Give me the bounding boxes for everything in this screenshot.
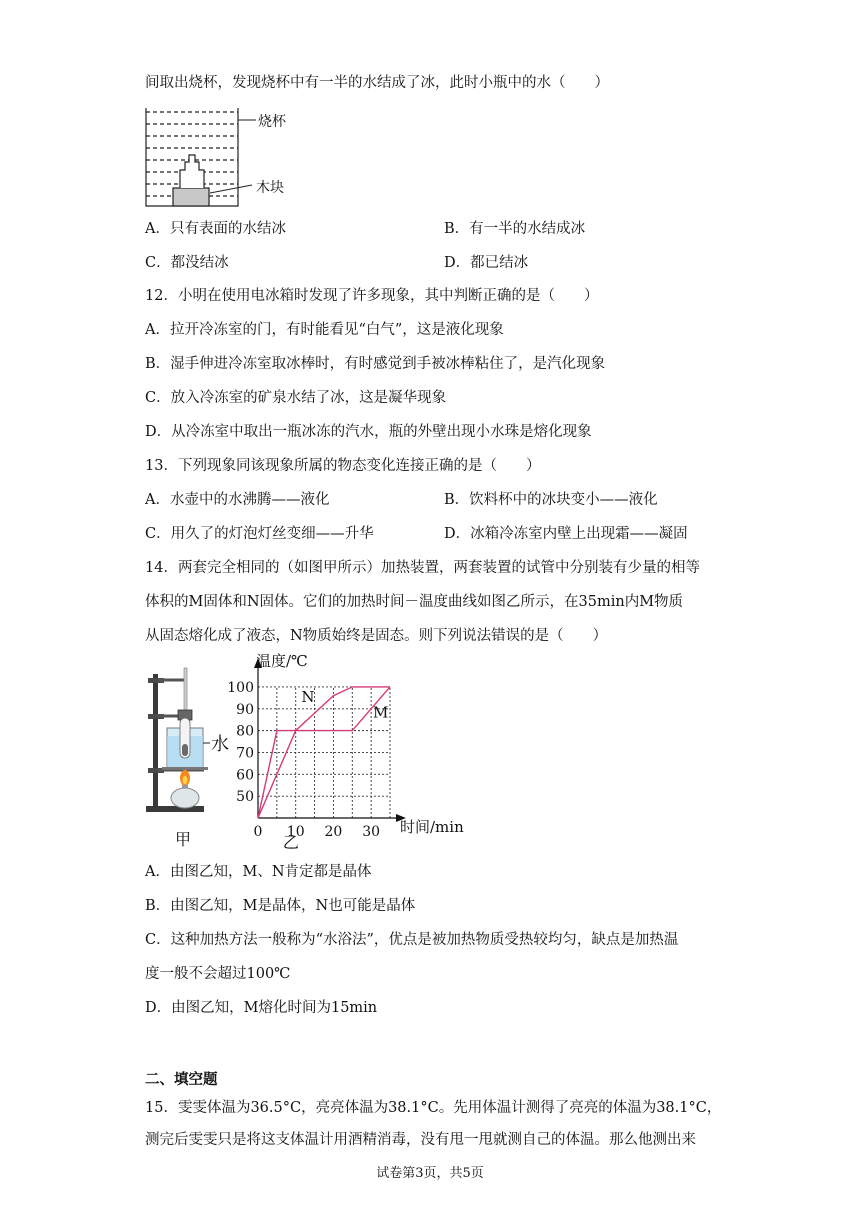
y-tick-label: 70 — [236, 745, 254, 762]
y-tick-label: 100 — [227, 679, 254, 696]
q11-option-a: A．只有表面的水结冰 — [145, 221, 286, 237]
q13-option-c: C．用久了的灯泡灯丝变细——升华 — [145, 526, 374, 542]
x-tick-label: 10 — [286, 824, 305, 840]
y-axis-label: 温度/℃ — [256, 652, 308, 670]
x-axis-label: 时间/min — [400, 818, 464, 836]
q14-option-c-line-2: 度一般不会超过100℃ — [145, 966, 291, 982]
q12-stem: 12．小明在使用电冰箱时发现了许多现象，其中判断正确的是（ ） — [145, 288, 599, 304]
section-title: 二、填空题 — [145, 1071, 218, 1088]
label-beaker: 烧杯 — [258, 114, 286, 130]
q14-option-a: A．由图乙知，M、N肯定都是晶体 — [145, 864, 372, 880]
y-tick-label: 80 — [236, 723, 254, 740]
y-tick-label: 60 — [236, 767, 254, 784]
caption-jia: 甲 — [175, 830, 192, 849]
q14-option-d: D．由图乙知，M熔化时间为15min — [145, 1000, 378, 1016]
q11-stem-tail: 间取出烧杯，发现烧杯中有一半的水结成了冰，此时小瓶中的水（ ） — [145, 75, 609, 91]
chart-caption: 乙 — [282, 833, 299, 850]
q14-stem-line-3: 从固态熔化成了液态，N物质始终是固态。则下列说法错误的是（ ） — [145, 628, 608, 644]
q12-option-b: B．湿手伸进冷冻室取冰棒时，有时感觉到手被冰棒粘住了，是汽化现象 — [145, 356, 606, 372]
q11-option-c: C．都没结冰 — [145, 255, 229, 271]
y-tick-label: 50 — [236, 789, 254, 806]
q13-option-a: A．水壶中的水沸腾——液化 — [145, 492, 330, 508]
q14-stem-line-1: 14．两套完全相同的（如图甲所示）加热装置，两套装置的试管中分别装有少量的相等 — [145, 560, 700, 576]
x-tick-label: 30 — [362, 824, 381, 840]
q15-line-1: 15．雯雯体温为36.5°C，亮亮体温为38.1°C。先用体温计测得了亮亮的体温为38.1°C， — [145, 1100, 722, 1116]
x-tick-label: 0 — [253, 824, 263, 840]
label-water: 水 — [211, 734, 229, 755]
beaker-figure — [140, 100, 300, 212]
series-label-N: N — [301, 688, 315, 707]
wooden-block — [173, 188, 209, 206]
q13-stem: 13．下列现象同该现象所属的物态变化连接正确的是（ ） — [145, 458, 541, 474]
q12-option-a: A．拉开冷冻室的门，有时能看见“白气”，这是液化现象 — [145, 322, 504, 338]
page-footer: 试卷第3页，共5页 — [376, 1166, 484, 1181]
y-tick-label: 90 — [236, 701, 254, 718]
series-label-M: M — [373, 703, 389, 722]
temperature-time-chart — [224, 650, 474, 850]
x-tick-label: 20 — [324, 824, 343, 840]
label-block: 木块 — [256, 180, 284, 196]
q11-option-d: D．都已结冰 — [444, 255, 529, 271]
q12-option-c: C．放入冷冻室的矿泉水结了冰，这是凝华现象 — [145, 390, 447, 406]
q13-option-d: D．冰箱冷冻室内壁上出现霜——凝固 — [444, 526, 688, 542]
q12-option-d: D．从冷冻室中取出一瓶冰冻的汽水，瓶的外壁出现小水珠是熔化现象 — [145, 424, 592, 440]
q14-stem-line-2: 体积的M固体和N固体。它们的加热时间－温度曲线如图乙所示，在35min内M物质 — [145, 594, 684, 610]
q11-option-b: B．有一半的水结成冰 — [444, 221, 586, 237]
q13-option-b: B．饮料杯中的冰块变小——液化 — [444, 492, 658, 508]
q14-option-c-line-1: C．这种加热方法一般称为“水浴法”，优点是被加热物质受热较均匀，缺点是加热温 — [145, 932, 679, 948]
q14-option-b: B．由图乙知，M是晶体，N也可能是晶体 — [145, 898, 416, 914]
q15-line-2: 测完后雯雯只是将这支体温计用酒精消毒，没有甩一甩就测自己的体温。那么他测出来 — [145, 1132, 696, 1148]
